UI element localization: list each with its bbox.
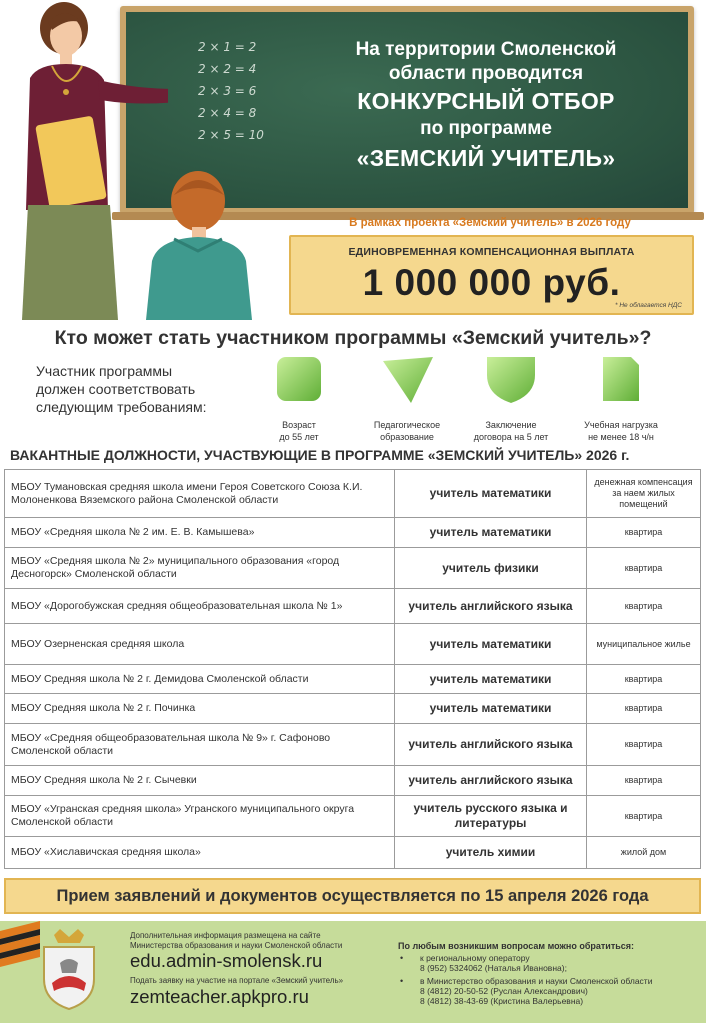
position-cell: учитель английского языка xyxy=(395,589,587,624)
benefit-cell: денежная компенсация за наем жилых помещений xyxy=(587,470,701,518)
school-cell: МБОУ Средняя школа № 2 г. Сычевки xyxy=(5,766,395,796)
contact-phone: 8 (4812) 38-43-69 (Кристина Валерьевна) xyxy=(420,996,584,1006)
benefit-cell: квартира xyxy=(587,548,701,589)
table-row xyxy=(5,837,701,869)
requirement-label: Заключение xyxy=(485,420,537,430)
table-row xyxy=(5,724,701,766)
intro-line: должен соответствовать xyxy=(36,381,196,397)
info-line: Министерства образования и науки Смоленской области xyxy=(130,940,343,950)
school-cell: МБОУ Средняя школа № 2 г. Починка xyxy=(5,694,395,724)
position-cell: учитель русского языка и литературы xyxy=(395,796,587,837)
requirement-label: договора на 5 лет xyxy=(473,431,549,442)
intro-line: следующим требованиям: xyxy=(36,399,207,415)
table-row xyxy=(5,548,701,589)
chalk-line: 2 × 5 = 10 xyxy=(198,128,264,142)
headline-line-5: «ЗЕМСКИЙ УЧИТЕЛЬ» xyxy=(356,145,616,171)
hero-section xyxy=(0,0,706,320)
contact-item xyxy=(398,976,698,1006)
requirement-label: до 55 лет xyxy=(279,431,319,442)
chalk-line: 2 × 1 = 2 xyxy=(198,40,257,54)
benefit-cell: квартира xyxy=(587,766,701,796)
footer-info xyxy=(130,931,390,1008)
headline-line-3: КОНКУРСНЫЙ ОТБОР xyxy=(357,88,615,114)
st-george-ribbon-icon xyxy=(0,921,40,1023)
apply-line: Подать заявку на участие на портале «Земский учитель» xyxy=(130,976,344,985)
table-row xyxy=(5,589,701,624)
school-cell: МБОУ «Угранская средняя школа» Угранского муниципального округа Смоленской области xyxy=(5,796,395,837)
rounded-square-icon xyxy=(269,353,329,405)
position-cell: учитель математики xyxy=(395,665,587,694)
position-cell: учитель химии xyxy=(395,837,587,869)
contact-phone: 8 (4812) 20-50-52 (Руслан Александрович) xyxy=(420,986,588,996)
contact-phone: 8 (952) 5324062 (Наталья Ивановна); xyxy=(420,963,567,973)
table-row xyxy=(5,766,701,796)
payment-amount: 1 000 000 руб. xyxy=(362,262,621,303)
position-cell: учитель математики xyxy=(395,694,587,724)
requirement-label: образование xyxy=(380,431,434,442)
position-cell: учитель математики xyxy=(395,470,587,518)
deadline-banner: Прием заявлений и документов осуществляется по 15 апреля 2026 года xyxy=(4,878,701,914)
school-cell: МБОУ Средняя школа № 2 г. Демидова Смоленской области xyxy=(5,665,395,694)
school-cell: МБОУ «Средняя школа № 2 им. Е. В. Камышева» xyxy=(5,518,395,548)
document-icon xyxy=(591,353,651,405)
chalk-line: 2 × 3 = 6 xyxy=(198,84,257,98)
headline-line-1: На территории Смоленской xyxy=(355,39,617,60)
project-line: В рамках проекта «Земский учитель» в 2026 году xyxy=(349,217,631,229)
requirements-title: Кто может стать участником программы «Земский учитель»? xyxy=(54,327,652,349)
table-row xyxy=(5,470,701,518)
payment-note: * Не облагается НДС xyxy=(615,302,682,309)
position-cell: учитель английского языка xyxy=(395,766,587,796)
chalk-line: 2 × 2 = 4 xyxy=(198,62,257,76)
info-line: Дополнительная информация размещена на сайте xyxy=(130,931,321,940)
school-cell: МБОУ Озерненская средняя школа xyxy=(5,624,395,665)
requirement-label: Педагогическое xyxy=(373,420,441,430)
benefit-cell: квартира xyxy=(587,694,701,724)
requirement-age xyxy=(244,353,354,443)
vacancies-table xyxy=(4,469,701,869)
table-row xyxy=(5,665,701,694)
contact-title: • к региональному оператору xyxy=(420,953,530,963)
requirement-label: не менее 18 ч/н xyxy=(588,431,654,442)
chalk-line: 2 × 4 = 8 xyxy=(198,106,257,120)
shield-icon xyxy=(481,353,541,405)
benefit-cell: муниципальное жилье xyxy=(587,624,701,665)
contact-title: • в Министерство образования и науки Смоленской области xyxy=(420,976,653,986)
vacancies-title: ВАКАНТНЫЕ ДОЛЖНОСТИ, УЧАСТВУЮЩИЕ В ПРОГРАММЕ «ЗЕМСКИЙ УЧИТЕЛЬ» 2026 г. xyxy=(10,447,630,463)
footer-contacts xyxy=(398,941,698,1006)
headline-line-4: по программе xyxy=(420,118,552,139)
site-link-zemteacher[interactable]: zemteacher.apkpro.ru xyxy=(130,985,309,1007)
benefit-cell: квартира xyxy=(587,796,701,837)
smolensk-crest-icon xyxy=(36,929,102,1011)
requirements-intro xyxy=(36,362,256,416)
position-cell: учитель физики xyxy=(395,548,587,589)
triangle-icon xyxy=(377,353,437,405)
chalk-multiplication xyxy=(198,36,264,146)
footer xyxy=(0,921,706,1023)
position-cell: учитель математики xyxy=(395,624,587,665)
school-cell: МБОУ «Средняя школа № 2» муниципального образования «город Десногорск» Смоленской области xyxy=(5,548,395,589)
table-row xyxy=(5,694,701,724)
requirement-contract xyxy=(456,353,566,443)
benefit-cell: квартира xyxy=(587,589,701,624)
contact-item xyxy=(398,953,698,973)
table-row xyxy=(5,796,701,837)
requirement-education xyxy=(352,353,462,443)
table-row xyxy=(5,624,701,665)
school-cell: МБОУ «Средняя общеобразовательная школа № 9» г. Сафоново Смоленской области xyxy=(5,724,395,766)
position-cell: учитель математики xyxy=(395,518,587,548)
school-cell: МБОУ «Хиславичская средняя школа» xyxy=(5,837,395,869)
contacts-head: По любым возникшим вопросам можно обратиться: xyxy=(398,941,635,951)
intro-line: Участник программы xyxy=(36,363,173,379)
site-link-edu[interactable]: edu.admin-smolensk.ru xyxy=(130,950,323,971)
requirement-workload xyxy=(566,353,676,443)
benefit-cell: квартира xyxy=(587,724,701,766)
payment-label: ЕДИНОВРЕМЕННАЯ КОМПЕНСАЦИОННАЯ ВЫПЛАТА xyxy=(348,246,635,258)
benefit-cell: квартира xyxy=(587,518,701,548)
benefit-cell: квартира xyxy=(587,665,701,694)
payment-box xyxy=(289,235,694,315)
requirement-label: Возраст xyxy=(282,420,316,430)
school-cell: МБОУ «Дорогобужская средняя общеобразовательная школа № 1» xyxy=(5,589,395,624)
board-headline xyxy=(286,38,686,174)
table-row xyxy=(5,518,701,548)
requirement-label: Учебная нагрузка xyxy=(584,420,658,430)
headline-line-2: области проводится xyxy=(388,63,584,84)
school-cell: МБОУ Тумановская средняя школа имени Героя Советского Союза К.И. Молоненкова Вяземского района Смоленской области xyxy=(5,470,395,518)
benefit-cell: жилой дом xyxy=(587,837,701,869)
pupil-illustration xyxy=(138,165,268,320)
position-cell: учитель английского языка xyxy=(395,724,587,766)
